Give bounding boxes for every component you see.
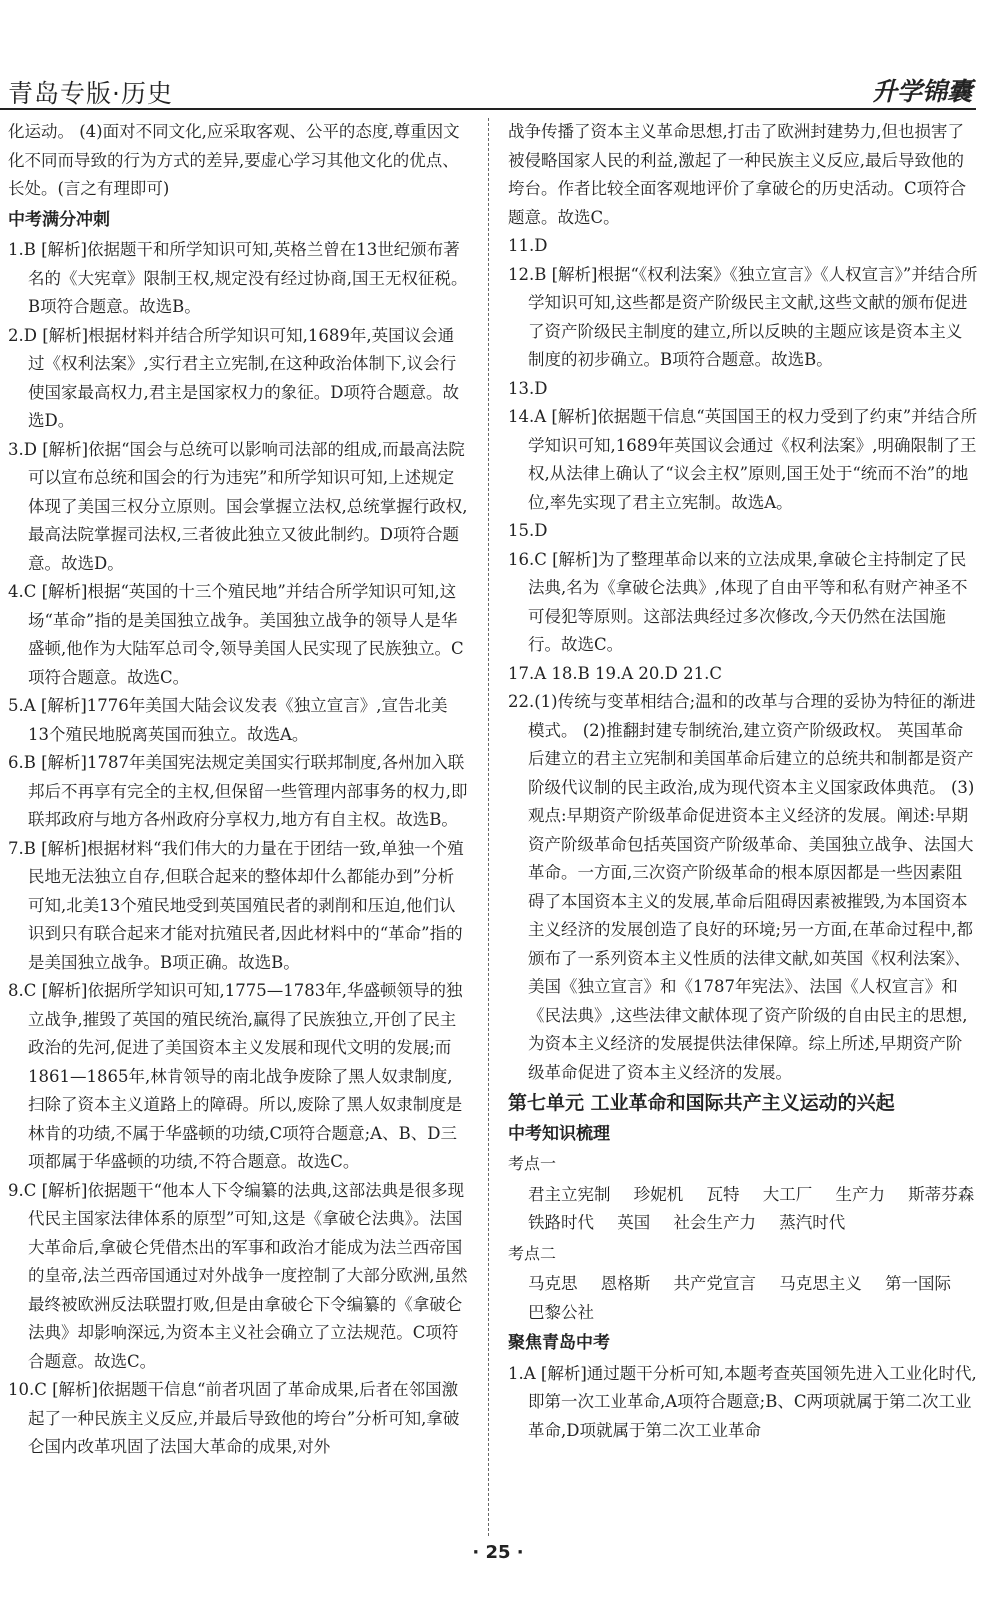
- answer-item: 9.C [解析]依据题干“他本人下令编纂的法典,这部法典是很多现代民主国家法律体系的原型”可知,这是《拿破仑法典》。法国大革命后,拿破仑凭借杰出的军事和政治才能成为法兰西帝国的皇帝,法兰西帝国通过对外战争一度控制了大部分欧洲,虽然最终被欧洲反法联盟打败,但是由拿破仑下令编纂的《拿破仑法典》却影响深远,为资本主义社会确立了立法规范。C项符合题意。故选C。: [8, 1180, 468, 1371]
- book-title: 青岛专版·历史: [8, 79, 173, 108]
- left-column: [8, 118, 468, 1462]
- page-number: · 25 ·: [472, 1542, 524, 1563]
- section-heading-qingdao: 聚焦青岛中考: [508, 1333, 610, 1353]
- kaodian-1-terms: 君主立宪制 珍妮机 瓦特 大工厂 生产力 斯蒂芬森 铁路时代 英国 社会生产力 蒸汽时代: [528, 1184, 975, 1232]
- answer-item: 13.D: [508, 378, 548, 398]
- unit-title: 第七单元 工业革命和国际共产主义运动的兴起: [508, 1092, 895, 1114]
- continued-paragraph: 战争传播了资本主义革命思想,打击了欧洲封建势力,但也损害了被侵略国家人民的利益,激起了一种民族主义反应,最后导致他的垮台。作者比较全面客观地评价了拿破仑的历史活动。C项符合题意。故选C。: [508, 122, 967, 227]
- answer-item: 2.D [解析]根据材料并结合所学知识可知,1689年,英国议会通过《权利法案》,实行君主立宪制,在这种政治体制下,议会行使国家最高权力,君主是国家权力的象征。D项符合题意。故选D。: [8, 325, 459, 430]
- kaodian-2-terms: 马克思 恩格斯 共产党宣言 马克思主义 第一国际 巴黎公社: [528, 1274, 951, 1322]
- answer-item: 7.B [解析]根据材料“我们伟大的力量在于团结一致,单独一个殖民地无法独立自存,但联合起来的整体却什么都能办到”分析可知,北美13个殖民地受到英国殖民者的剥削和压迫,他们认识到只有联合起来才能对抗殖民者,因此材料中的“革命”指的是美国独立战争。B项正确。故选B。: [8, 838, 464, 972]
- column-divider: [488, 118, 489, 1536]
- section-heading-zhishi: 中考知识梳理: [508, 1123, 610, 1144]
- kaodian-1-label: 考点一: [508, 1154, 557, 1173]
- answer-item: 1.B [解析]依据题干和所学知识可知,英格兰曾在13世纪颁布著名的《大宪章》限制王权,规定没有经过协商,国王无权征税。B项符合题意。故选B。: [8, 240, 468, 316]
- page-header: [0, 0, 996, 108]
- answer-item: 22.(1)传统与变革相结合;温和的改革与合理的妥协为特征的渐进模式。 (2)推翻封建专制统治,建立资产阶级政权。 英国革命后建立的君主立宪制和美国革命后建立的总统共和制都是资产阶级代议制的民主政治,成为现代资本主义国家政体典范。 (3)观点:早期资产阶级革命促进资本主义经济的发展。阐述:早期资产阶级革命包括英国资产阶级革命、美国独立战争、法国大革命。一方面,三次资产阶级革命的根本原因都是一些因素阻碍了本国资本主义的发展,革命后阻碍因素被摧毁,为本国资本主义经济的发展创造了良好的环境;另一方面,在革命过程中,都颁布了一系列资本主义性质的法律文献,如英国《权利法案》、美国《独立宣言》和《1787年宪法》、法国《人权宣言》和《民法典》,这些法律文献体现了资产阶级的自由民主的思想,为资本主义经济的发展提供法律保障。综上所述,早期资产阶级革命促进了资本主义经济的发展。: [508, 692, 976, 1082]
- answer-item: 15.D: [508, 521, 548, 540]
- answer-item: 4.C [解析]根据“英国的十三个殖民地”并结合所学知识可知,这场“革命”指的是美国独立战争。美国独立战争的领导人是华盛顿,他作为大陆军总司令,领导美国人民实现了民族独立。C项符合题意。故选C。: [8, 582, 464, 687]
- answer-item: 3.D [解析]依据“国会与总统可以影响司法部的组成,而最高法院可以宣布总统和国会的行为违宪”和所学知识可知,上述规定体现了美国三权分立原则。国会掌握立法权,总统掌握行政权,最高法院掌握司法权,三者彼此独立又彼此制约。D项符合题意。故选D。: [8, 439, 468, 573]
- answer-item: 6.B [解析]1787年美国宪法规定美国实行联邦制度,各州加入联邦后不再享有完全的主权,但保留一些管理内部事务的权力,即联邦政府与地方各州政府分享权力,地方有自主权。故选B。: [8, 753, 468, 829]
- kaodian-2-label: 考点二: [508, 1243, 557, 1263]
- right-column: [508, 118, 978, 1445]
- answer-item: 14.A [解析]依据题干信息“英国国王的权力受到了约束”并结合所学知识可知,1689年英国议会通过《权利法案》,明确限制了王权,从法律上确认了“议会主权”原则,国王处于“统而不治”的地位,率先实现了君主立宪制。故选A。: [508, 407, 978, 512]
- answer-item: 12.B [解析]根据“《权利法案》《独立宣言》《人权宣言》”并结合所学知识可知,这些都是资产阶级民主文献,这些文献的颁布促进了资产阶级民主制度的建立,所以反映的主题应该是资本主义制度的初步确立。B项符合题意。故选B。: [508, 264, 978, 369]
- answer-item: 17.A 18.B 19.A 20.D 21.C: [508, 663, 722, 683]
- answer-item: 8.C [解析]依据所学知识可知,1775—1783年,华盛顿领导的独立战争,摧毁了英国的殖民统治,赢得了民族独立,开创了民主政治的先河,促进了美国资本主义发展和现代文明的发展;而1861—1865年,林肯领导的南北战争废除了黑人奴隶制度,扫除了资本主义道路上的障碍。所以,废除了黑人奴隶制度是林肯的功绩,不属于华盛顿的功绩,C项符合题意;A、B、D三项都属于华盛顿的功绩,不符合题意。故选C。: [8, 981, 463, 1171]
- answer-item: 1.A [解析]通过题干分析可知,本题考查英国领先进入工业化时代,即第一次工业革命,A项符合题意;B、C两项就属于第二次工业革命,D项就属于第二次工业革命: [508, 1363, 977, 1440]
- intro-paragraph: 化运动。 (4)面对不同文化,应采取客观、公平的态度,尊重因文化不同而导致的行为方式的差异,要虚心学习其他文化的优点、长处。(言之有理即可): [8, 122, 460, 198]
- header-rule: [0, 108, 976, 110]
- answer-item: 10.C [解析]依据题干信息“前者巩固了革命成果,后者在邻国激起了一种民族主义反应,并最后导致他的垮台”分析可知,拿破仑国内改革巩固了法国大革命的成果,对外: [8, 1380, 460, 1456]
- series-title: 升学锦囊: [871, 77, 972, 106]
- section-heading-chongci: 中考满分冲刺: [8, 209, 110, 230]
- answer-item: 5.A [解析]1776年美国大陆会议发表《独立宣言》,宣告北美13个殖民地脱离英国而独立。故选A。: [8, 696, 448, 744]
- answer-item: 11.D: [508, 236, 548, 255]
- answer-item: 16.C [解析]为了整理革命以来的立法成果,拿破仑主持制定了民法典,名为《拿破仑法典》,体现了自由平等和私有财产神圣不可侵犯等原则。这部法典经过多次修改,今天仍然在法国施行。故选C。: [508, 549, 968, 654]
